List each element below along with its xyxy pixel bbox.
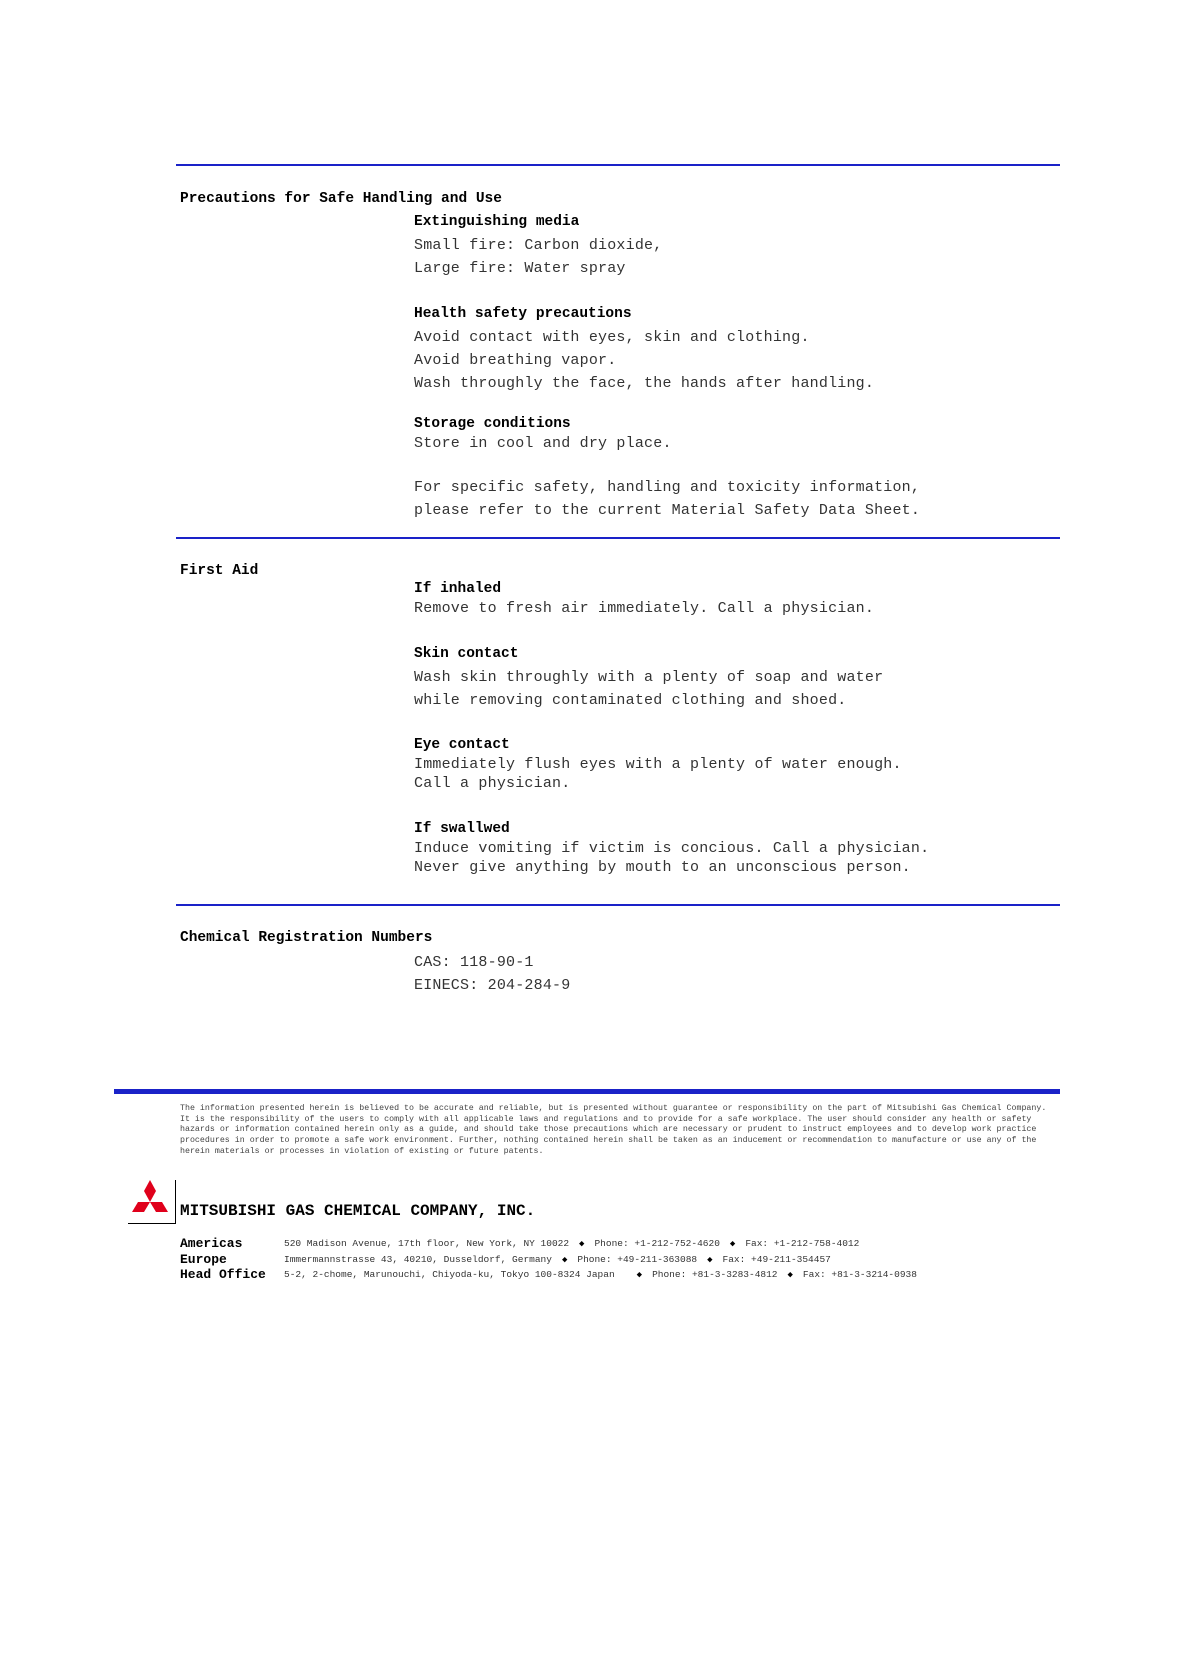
- skin-contact-line: Wash skin throughly with a plenty of soap and water: [414, 669, 884, 686]
- office-name: Head Office: [180, 1267, 266, 1282]
- if-inhaled-heading: If inhaled: [414, 581, 502, 597]
- office-phone: Phone: +81-3-3283-4812: [652, 1269, 778, 1280]
- section-title-registration: Chemical Registration Numbers: [180, 930, 433, 946]
- office-name: Europe: [180, 1251, 227, 1267]
- diamond-bullet-icon: ◆: [561, 1254, 568, 1265]
- office-row-europe: [180, 1252, 1060, 1268]
- health-safety-block: [414, 303, 1054, 395]
- skin-contact-line: while removing contaminated clothing and shoed.: [414, 692, 847, 709]
- office-row-americas: [180, 1236, 1060, 1252]
- logo-vertical-line: [175, 1180, 176, 1224]
- if-swallowed-block: [414, 820, 1054, 877]
- office-phone: Phone: +1-212-752-4620: [594, 1238, 720, 1249]
- eye-contact-line: Call a physician.: [414, 775, 571, 792]
- office-info: [284, 1254, 831, 1265]
- office-fax: Fax: +49-211-354457: [722, 1253, 831, 1265]
- logo-base-line: [128, 1223, 176, 1224]
- office-address: 520 Madison Avenue, 17th floor, New York, NY 10022: [284, 1238, 570, 1249]
- extinguishing-media-heading: Extinguishing media: [414, 214, 580, 230]
- section-title-first-aid: First Aid: [180, 563, 259, 579]
- health-safety-line: Avoid contact with eyes, skin and clothing.: [414, 329, 810, 346]
- if-swallowed-line: Induce vomiting if victim is concious. Call a physician.: [414, 840, 930, 857]
- diamond-bullet-icon: ◆: [636, 1270, 643, 1280]
- section-title-precautions: Precautions for Safe Handling and Use: [180, 191, 502, 207]
- office-row-head-office: [180, 1267, 1060, 1283]
- extinguishing-media-block: [414, 211, 1054, 280]
- eye-contact-heading: Eye contact: [414, 737, 510, 753]
- office-info: [284, 1269, 917, 1280]
- health-safety-line: Avoid breathing vapor.: [414, 352, 617, 369]
- skin-contact-heading: Skin contact: [414, 646, 519, 662]
- office-fax: Fax: +81-3-3214-0938: [802, 1269, 917, 1280]
- first-aid-divider: [176, 537, 1060, 539]
- msds-note-block: [414, 476, 1054, 522]
- if-inhaled-block: [414, 580, 1054, 618]
- office-info: [284, 1238, 859, 1249]
- if-swallowed-line: Never give anything by mouth to an unconscious person.: [414, 859, 911, 876]
- skin-contact-block: [414, 643, 1054, 712]
- storage-conditions-heading: Storage conditions: [414, 416, 571, 432]
- extinguishing-line: Large fire: Water spray: [414, 260, 626, 277]
- top-divider: [176, 164, 1060, 166]
- office-phone: Phone: +49-211-363088: [577, 1253, 698, 1265]
- storage-conditions-line: Store in cool and dry place.: [414, 435, 672, 452]
- office-address: 5-2, 2-chome, Marunouchi, Chiyoda-ku, Tokyo 100-8324 Japan: [284, 1269, 615, 1280]
- msds-note-line: For specific safety, handling and toxicity information,: [414, 479, 921, 496]
- registration-divider: [176, 904, 1060, 906]
- office-address: Immermannstrasse 43, 40210, Dusseldorf, Germany: [284, 1253, 552, 1265]
- office-list: [180, 1236, 1060, 1283]
- einecs-number: EINECS: 204-284-9: [414, 977, 571, 994]
- company-header: [128, 1178, 828, 1226]
- diamond-bullet-icon: ◆: [729, 1239, 736, 1249]
- health-safety-heading: Health safety precautions: [414, 306, 632, 322]
- eye-contact-block: [414, 736, 1054, 793]
- registration-block: [414, 951, 1054, 997]
- diamond-bullet-icon: ◆: [579, 1239, 585, 1249]
- office-fax: Fax: +1-212-758-4012: [745, 1238, 860, 1249]
- msds-note-line: please refer to the current Material Safety Data Sheet.: [414, 502, 921, 519]
- storage-conditions-block: [414, 415, 1054, 453]
- cas-number: CAS: 118-90-1: [414, 954, 534, 971]
- if-inhaled-line: Remove to fresh air immediately. Call a physician.: [414, 600, 875, 617]
- diamond-bullet-icon: ◆: [707, 1254, 713, 1265]
- company-name: MITSUBISHI GAS CHEMICAL COMPANY, INC.: [180, 1202, 536, 1220]
- diamond-bullet-icon: ◆: [787, 1270, 793, 1280]
- disclaimer-text: The information presented herein is believed to be accurate and reliable, but is presented without guarantee or responsibility on the part of Mitsubishi Gas Chemical Company. It is the responsibility of the users to comply with all applicable laws and regulations and to provide for a safe workplace. The user should consider any health or safety hazards or information contained herein only as a guide, and should take those precautions which are necessary or prudent to instruct employees and to develop work practice procedures in order to promote a safe work environment. Further, nothing contained herein shall be taken as an inducement or recommendation to manufacture or use any of the herein materials or processes in violation of existing or future patents.: [180, 1104, 1047, 1156]
- eye-contact-line: Immediately flush eyes with a plenty of water enough.: [414, 756, 902, 773]
- three-diamonds-logo-icon: [128, 1178, 172, 1222]
- office-name: Americas: [180, 1236, 243, 1251]
- health-safety-line: Wash throughly the face, the hands after handling.: [414, 375, 875, 392]
- if-swallowed-heading: If swallwed: [414, 821, 510, 837]
- footer-divider: [114, 1089, 1060, 1094]
- extinguishing-line: Small fire: Carbon dioxide,: [414, 237, 663, 254]
